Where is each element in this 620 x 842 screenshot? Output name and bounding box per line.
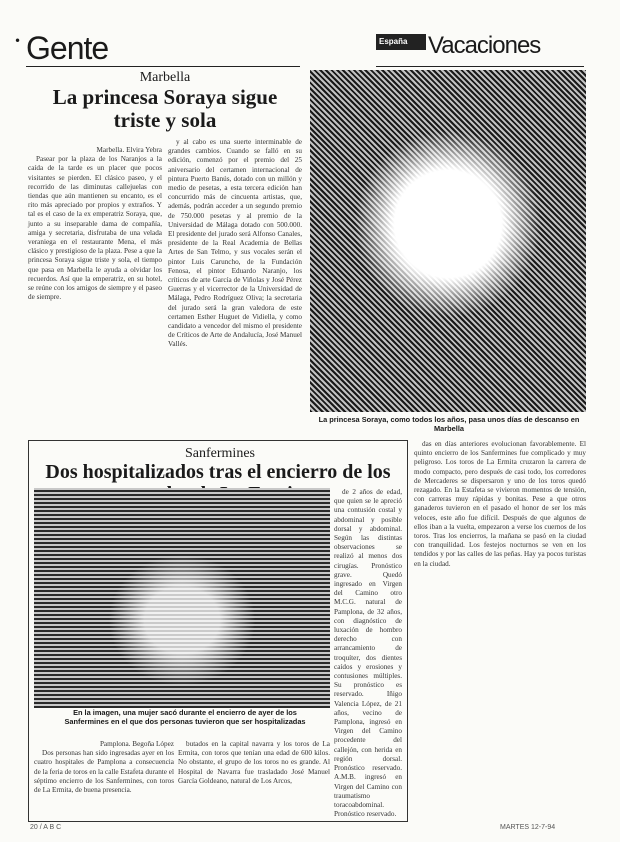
- article2-far-right-text: das en días anteriores evolucionan favorablemente. El quinto encierro de los Sanfermines fue complicado y muy peligroso. Los toros de La Ermita cruzaron la carrera de modo compacto, pero después de casi todo, los corredores de Mercaderes se dispersaron y uno de los toros quedó rezagado. En la Estafeta se vivieron momentos de tensión, con carreras muy rápidas y bonitas. Pese a que otros ganaderos tuvieron en el pasado el honor de ser los más veloces, este año fue difícil. Después de que algunos de ellos iban a la vuelta, empezaron a verse los cuernos de los toros. Tras los encierros, la mañana se pasó en la ciudad con tranquilidad. Los festejos nocturnos se ven en los tendidos y por las calles de las peñas. Hay ya pocos turistas en la ciudad.: [414, 440, 586, 568]
- banner-label: España: [379, 37, 408, 46]
- article2-headline: Dos hospitalizados tras el encierro de los: [45, 461, 391, 483]
- article1-col1: [28, 146, 162, 408]
- article2-byline: Pamplona. Begoña López: [99, 740, 174, 748]
- section-banner: [376, 34, 426, 50]
- article2-bottom-left-text: Dos personas han sido ingresadas ayer en los cuatro hospitales de Pamplona a consecuencia de la feria de toros en la calle Estafeta durante el séptimo encierro de los Sanfermines, con toros de La Ermita, de buena presencia.: [34, 749, 174, 795]
- article2-photo: [34, 488, 330, 708]
- article1-col2-text: y al cabo es una suerte interminable de grandes cambios. Cuando se falló en su edición, comenzó por el premio del 25 aniversario del certamen internacional de pintura Puerto Banús, dotado con un millón y medio de pesetas, a esta tercera edición han concurrido más de cincuenta artistas, que, además, podrán acceder a un segundo premio de 750.000 pesetas y al premio de la Universidad de Málaga dotado con 500.000. El presidente del jurado será Alfonso Canales, presidente de la Real Academia de Bellas Artes de San Telmo, y sus vocales serán el pintor Luis Caruncho, de la Fundación Fenosa, el pintor Eduardo Naranjo, los críticos de arte García de Viñolas y José Pérez Guerras y el vicerrector de la Universidad de Málaga, Pedro Rodríguez Oliva; la secretaria del jurado será la gran valedora de este certamen Esther Huguet de Vidiella, y como candidato a vencedor del mismo el presidente de Críticos de Arte de Andalucía, José Manuel Vallés.: [168, 138, 302, 349]
- footer-right: MARTES 12-7-94: [500, 824, 556, 831]
- article2-kicker: Sanfermines: [185, 446, 255, 461]
- header-rule-left: [26, 66, 300, 67]
- article1-col1-text: Pasear por la plaza de los Naranjos a la caída de la tarde es un placer que pocos visitantes se pierden. El clásico paseo, y el recorrido de las diminutas callejuelas con tiendas que aún mantienen su encanto, es el rito más apreciado por propios y extraños. Y tal es el caso de la ex emperatriz Soraya, que, junto a su inseparable dama de compañía, amiga y secretaria, disfrutaba de una velada veraniega en el restaurante Mena, el más clásico y prestigioso de la plaza. Pese a que la princesa Soraya sigue triste y sola, el tiempo que pasa en Marbella le ayuda a olvidar los recuerdos. Así que la emperatriz, en su hotel, se reúne con los amigos de siempre y el paseo de siempre.: [28, 155, 162, 302]
- section-title-right-text: Vacaciones: [428, 32, 541, 59]
- article1-photo: [310, 70, 586, 412]
- article2-bottom-mid-text: butados en la capital navarra y los toros de La Ermita, con toros que tenían una edad de 600 kilos. No obstante, el grupo de los toros no es grande. Al Hospital de Navarra fue trasladado José Manuel García Goldeano, natural de Los Arcos,: [178, 740, 330, 785]
- article2-far-right-col: [414, 440, 586, 816]
- article1-byline: Marbella. Elvira Yebra: [96, 146, 162, 154]
- article1-kicker: Marbella: [139, 70, 191, 85]
- article2-right-col: [334, 488, 402, 819]
- section-title-vacaciones: [428, 32, 540, 60]
- article2-right-col-text: de 2 años de edad, que quien se le apreció una contusión costal y abdominal y posible dorsal y abdominal. Según las distintas observaciones se realizó al menos dos cirugías. Pronóstico grave. Quedó ingresado en Virgen del Camino otro M.C.G. natural de Pamplona, de 32 años, con diagnóstico de luxación de hombro derecho con arrancamiento de troquíter, dos dientes caídos y erosiones y contusiones múltiples. Su pronóstico es reservado. Iñigo Valencia López, de 21 años, vecino de Pamplona, ingresó en Virgen del Camino procedente del callejón, con herida en región dorsal. Pronóstico reservado. A.M.B. ingresó en Virgen del Camino con traumatismo toracoabdominal. Pronóstico reservado.: [334, 488, 402, 819]
- section-title-gente: [26, 30, 108, 67]
- header-rule-right: [376, 66, 584, 67]
- corner-mark: •: [14, 34, 22, 48]
- article1-col2: [168, 138, 302, 408]
- section-title-text: Gente: [26, 30, 109, 66]
- article2-bottom-left: [34, 740, 174, 814]
- footer-left: 20 / A B C: [30, 824, 62, 831]
- article2-photo-caption: En la imagen, una mujer sacó durante el encierro de ayer de los Sanfermines en el que dos personas tuvieron que ser hospitalizadas: [64, 708, 306, 726]
- article2-bottom-mid: [178, 740, 330, 814]
- article1-photo-caption: La princesa Soraya, como todos los años, pasa unos días de descanso en Marbella: [318, 415, 580, 433]
- article1-headline: La princesa Soraya sigue triste y sola: [52, 85, 278, 132]
